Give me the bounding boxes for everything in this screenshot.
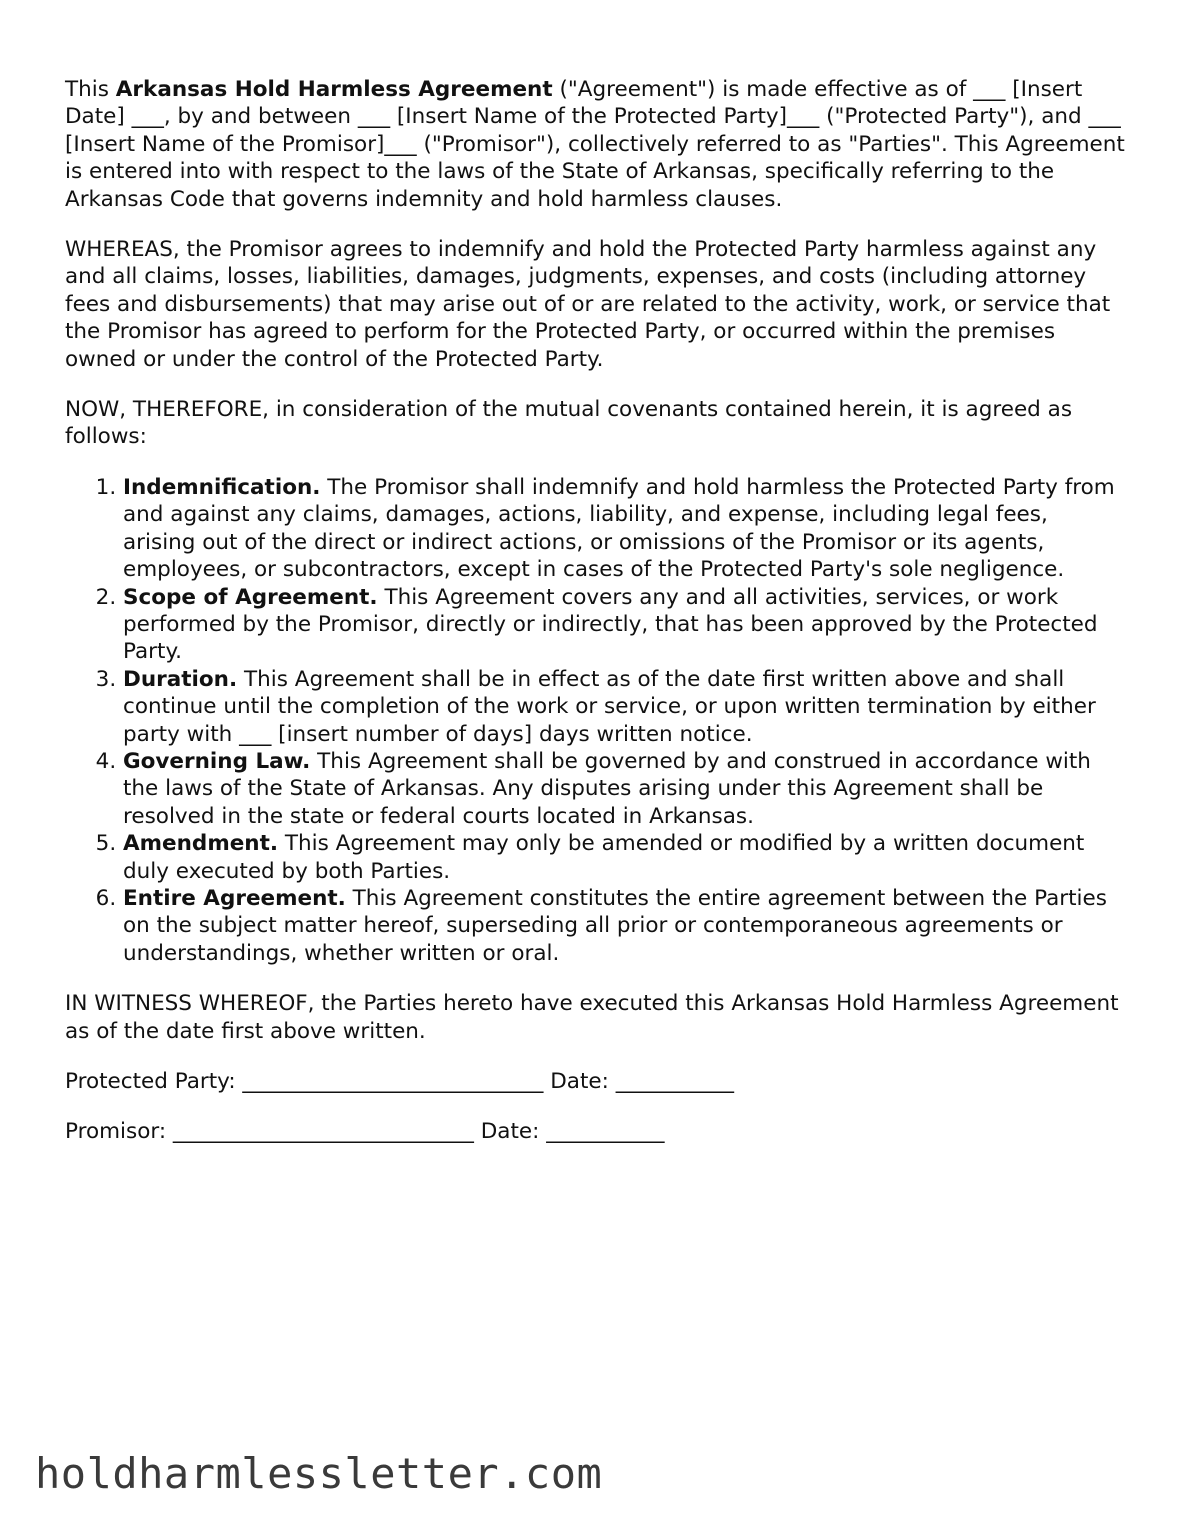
clause-item (123, 666, 1125, 748)
now-therefore-paragraph: NOW, THEREFORE, in consideration of the mutual covenants contained herein, it is agreed as follows: (65, 397, 1073, 450)
clause-text: The Promisor shall indemnify and hold harmless the Protected Party from and against any claims, damages, actions, liability, and expense, including legal fees, arising out of the direct or indirect actions, or omissions of the Promisor or its agents, employees, or subcontractors, except in cases of the Protected Party's sole negligence. (123, 474, 1115, 583)
clause-item (123, 830, 1125, 885)
clause-heading: Indemnification. (123, 474, 321, 500)
whereas-paragraph: WHEREAS, the Promisor agrees to indemnify and hold the Protected Party harmless against any and all claims, losses, liabilities, damages, judgments, expenses, and costs (including attorney fees and disbursements) that may arise out of or are related to the activity, work, or service that the Promisor has agreed to perform for the Protected Party, or occurred within the premises owned or under the control of the Protected Party. (65, 237, 1111, 372)
intro-prefix: This (65, 77, 116, 102)
agreement-title: Arkansas Hold Harmless Agreement (115, 77, 553, 102)
clause-item (123, 885, 1125, 967)
clause-item (123, 748, 1125, 830)
clause-heading: Scope of Agreement. (123, 584, 378, 610)
footer-watermark: holdharmlessletter.com (35, 1449, 603, 1498)
clause-item (123, 474, 1125, 584)
clause-text: This Agreement covers any and all activities, services, or work performed by the Promisor, directly or indirectly, that has been approved by the Protected Party. (123, 584, 1098, 665)
clause-item (123, 584, 1125, 666)
promisor-signature-line: Promisor: ____________________________ Date: ___________ (65, 1119, 665, 1145)
clause-text: This Agreement shall be governed by and construed in accordance with the laws of the State of Arkansas. Any disputes arising under this Agreement shall be resolved in the state or federal courts located in Arkansas. (123, 748, 1091, 829)
intro-paragraph (65, 76, 1125, 213)
protected-party-signature-line: Protected Party: ____________________________ Date: ___________ (65, 1069, 734, 1094)
witness-paragraph: IN WITNESS WHEREOF, the Parties hereto have executed this Arkansas Hold Harmless Agreement as of the date first above written. (65, 991, 1119, 1044)
clause-heading: Amendment. (123, 831, 279, 857)
agreement-document (65, 76, 1125, 1169)
clause-text: This Agreement shall be in effect as of the date first written above and shall continue until the completion of the work or service, or upon written termination by either party with ___ [insert number of days] days written notice. (123, 666, 1096, 747)
clause-text: This Agreement constitutes the entire agreement between the Parties on the subject matter hereof, superseding all prior or contemporaneous agreements or understandings, whether written or oral. (123, 885, 1107, 966)
intro-text: ("Agreement") is made effective as of ___ [Insert Date] ___, by and between ___ [Insert Name of the Protected Party]___ ("Protected Party"), and ___ [Insert Name of the Promisor]___ ("Promisor"), collectively referred to as "Parties". This Agreement is entered into with respect to the laws of the State of Arkansas, specifically referring to the Arkansas Code that governs indemnity and hold harmless clauses. (65, 77, 1125, 212)
clause-heading: Duration. (123, 666, 238, 692)
clause-list (65, 474, 1125, 967)
clause-heading: Governing Law. (123, 748, 311, 774)
clause-heading: Entire Agreement. (123, 885, 346, 911)
clause-text: This Agreement may only be amended or modified by a written document duly executed by both Parties. (123, 831, 1085, 884)
